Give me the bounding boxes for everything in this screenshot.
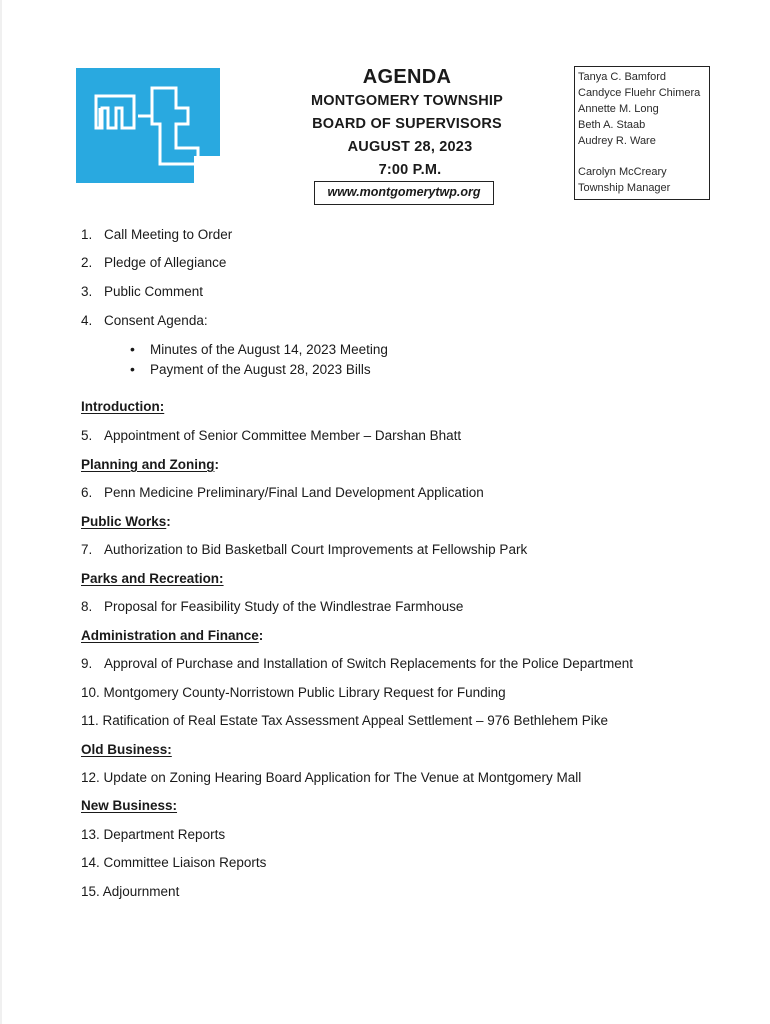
consent-bullet: • Minutes of the August 14, 2023 Meeting xyxy=(130,341,388,357)
board-name: BOARD OF SUPERVISORS xyxy=(312,116,502,132)
manager-name: Carolyn McCreary xyxy=(578,166,667,178)
section-heading: Administration and Finance: xyxy=(81,628,264,643)
township-logo xyxy=(76,68,220,183)
section-heading: Parks and Recreation: xyxy=(81,571,224,586)
page-edge xyxy=(0,0,2,1024)
section-heading: Public Works: xyxy=(81,514,171,529)
member-name: Tanya C. Bamford xyxy=(578,71,667,83)
website-link[interactable]: www.montgomerytwp.org xyxy=(314,181,494,205)
township-name: MONTGOMERY TOWNSHIP xyxy=(310,93,504,109)
agenda-item: 14. Committee Liaison Reports xyxy=(81,855,267,870)
agenda-item: 3. Public Comment xyxy=(81,284,204,299)
agenda-item: 13. Department Reports xyxy=(81,827,226,842)
agenda-item: 10. Montgomery County-Norristown Public Library Request for Funding xyxy=(81,685,506,700)
member-name: Candyce Fluehr Chimera xyxy=(578,87,701,99)
agenda-item: 5. Appointment of Senior Committee Member – Darshan Bhatt xyxy=(81,428,462,443)
member-name: Audrey R. Ware xyxy=(578,135,656,147)
member-name: Annette M. Long xyxy=(578,103,659,115)
agenda-item: 8. Proposal for Feasibility Study of the Windlestrae Farmhouse xyxy=(81,599,464,614)
meeting-date: AUGUST 28, 2023 xyxy=(347,139,473,155)
agenda-item: 12. Update on Zoning Hearing Board Application for The Venue at Montgomery Mall xyxy=(81,770,582,785)
manager-title: Township Manager xyxy=(578,182,671,194)
board-members-box xyxy=(574,66,710,200)
section-heading: Old Business: xyxy=(81,742,172,757)
section-heading: Introduction: xyxy=(81,399,165,414)
meeting-time: 7:00 P.M. xyxy=(378,162,442,178)
agenda-item: 9. Approval of Purchase and Installation of Switch Replacements for the Police Department xyxy=(81,656,634,671)
consent-bullet: • Payment of the August 28, 2023 Bills xyxy=(130,361,371,377)
agenda-header xyxy=(292,64,522,182)
agenda-item: 4. Consent Agenda: xyxy=(81,313,208,328)
member-name: Beth A. Staab xyxy=(578,119,646,131)
section-heading: Planning and Zoning: xyxy=(81,457,219,472)
section-heading: New Business: xyxy=(81,798,178,813)
agenda-item: 2. Pledge of Allegiance xyxy=(81,255,227,270)
agenda-item: 1. Call Meeting to Order xyxy=(81,227,233,242)
agenda-item: 15. Adjournment xyxy=(81,884,180,899)
agenda-title: AGENDA xyxy=(362,66,452,88)
agenda-item: 11. Ratification of Real Estate Tax Assessment Appeal Settlement – 976 Bethlehem Pike xyxy=(81,713,609,728)
agenda-item: 7. Authorization to Bid Basketball Court Improvements at Fellowship Park xyxy=(81,542,528,557)
agenda-item: 6. Penn Medicine Preliminary/Final Land Development Application xyxy=(81,485,484,500)
